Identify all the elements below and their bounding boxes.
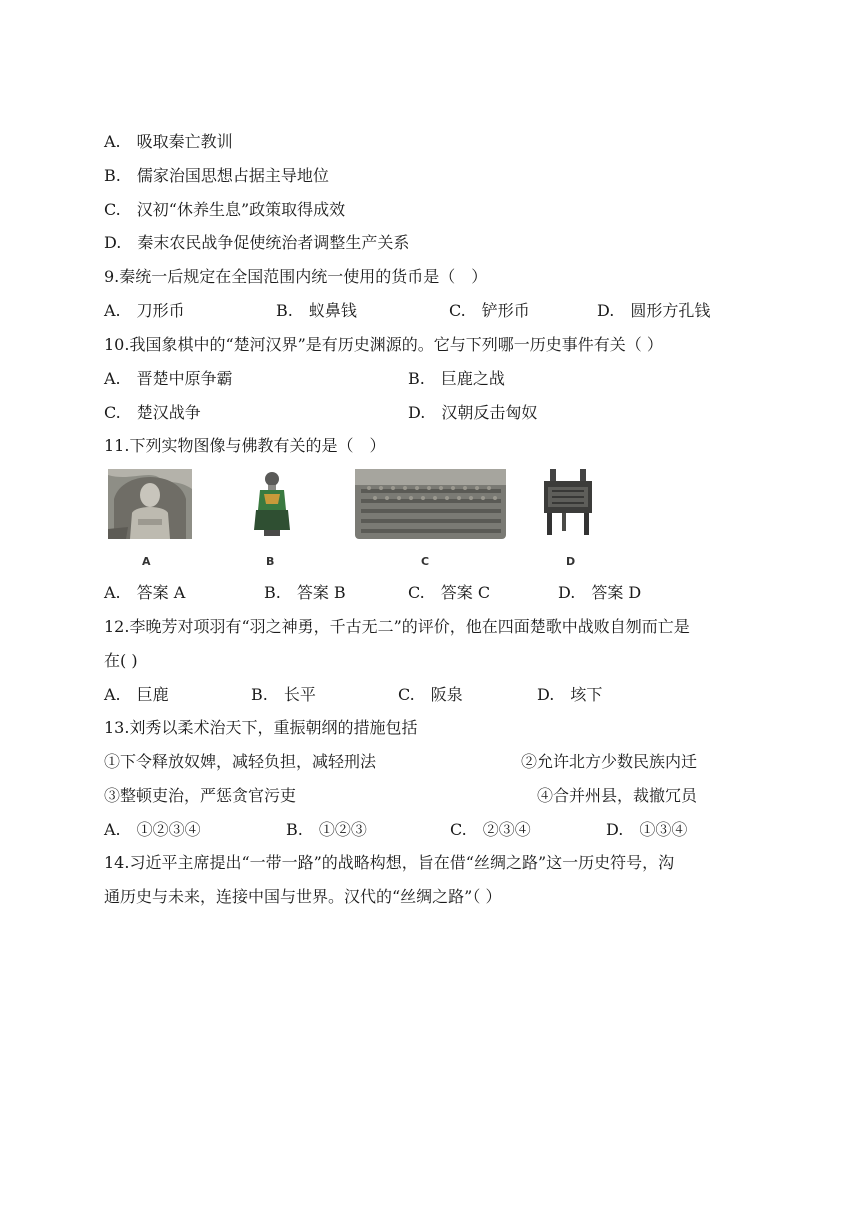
q9-option-b: B. 蚁鼻钱	[276, 301, 357, 320]
bronze-ding-image	[538, 469, 598, 539]
terracotta-army-image	[355, 469, 506, 539]
q11-stem: 11.下列实物图像与佛教有关的是（ ）	[104, 436, 386, 455]
q13-option-d: D. ①③④	[606, 820, 688, 839]
q12-option-a: A. 巨鹿	[104, 685, 169, 704]
q14-stem-line2: 通历史与未来，连接中国与世界。汉代的“丝绸之路”（ ）	[104, 887, 502, 906]
figurine-image	[250, 470, 294, 538]
q10-stem: 10.我国象棋中的“楚河汉界”是有历史渊源的。它与下列哪一历史事件有关（ ）	[104, 335, 663, 354]
q8-option-a: A. 吸取秦亡教训	[104, 132, 233, 151]
q13-statement-3: ③整顿吏治，严惩贪官污吏	[104, 786, 297, 805]
image-label-b: B	[266, 555, 275, 568]
q8-option-c: C. 汉初“休养生息”政策取得成效	[104, 200, 346, 219]
q13-statement-2: ②允许北方少数民族内迁	[521, 752, 698, 771]
q8-option-d: D. 秦末农民战争促使统治者调整生产关系	[104, 233, 410, 252]
q12-stem-line2: 在( )	[104, 651, 138, 670]
image-label-c: C	[421, 555, 430, 568]
q12-stem-line1: 12.李晚芳对项羽有“羽之神勇，千古无二”的评价，他在四面楚歌中战败自刎而亡是	[104, 617, 690, 636]
q11-option-b: B. 答案 B	[264, 583, 346, 602]
q12-option-b: B. 长平	[251, 685, 316, 704]
q13-statement-4: ④合并州县，裁撤冗员	[537, 786, 698, 805]
q11-option-c: C. 答案 C	[408, 583, 491, 602]
image-label-a: A	[142, 555, 151, 568]
q12-option-c: C. 阪泉	[398, 685, 463, 704]
image-label-d: D	[566, 555, 576, 568]
q13-option-c: C. ②③④	[450, 820, 531, 839]
q9-stem: 9.秦统一后规定在全国范围内统一使用的货币是（ ）	[104, 267, 488, 286]
q11-option-a: A. 答案 A	[104, 583, 186, 602]
q13-stem: 13.刘秀以柔术治天下，重振朝纲的措施包括	[104, 718, 418, 737]
q14-stem-line1: 14.习近平主席提出“一带一路”的战略构想，旨在借“丝绸之路”这一历史符号，沟	[104, 853, 675, 872]
q13-option-a: A. ①②③④	[104, 820, 201, 839]
q10-option-c: C. 楚汉战争	[104, 403, 201, 422]
q11-option-d: D. 答案 D	[558, 583, 642, 602]
q12-option-d: D. 垓下	[537, 685, 603, 704]
q8-option-b: B. 儒家治国思想占据主导地位	[104, 166, 329, 185]
q9-option-d: D. 圆形方孔钱	[597, 301, 711, 320]
q9-option-a: A. 刀形币	[104, 301, 185, 320]
q13-statement-1: ①下令释放奴婢，减轻负担，减轻刑法	[104, 752, 377, 771]
q9-option-c: C. 铲形币	[449, 301, 530, 320]
q10-option-b: B. 巨鹿之战	[408, 369, 505, 388]
q13-option-b: B. ①②③	[286, 820, 367, 839]
q10-option-d: D. 汉朝反击匈奴	[408, 403, 538, 422]
q10-option-a: A. 晋楚中原争霸	[104, 369, 233, 388]
buddha-statue-image	[108, 469, 192, 539]
